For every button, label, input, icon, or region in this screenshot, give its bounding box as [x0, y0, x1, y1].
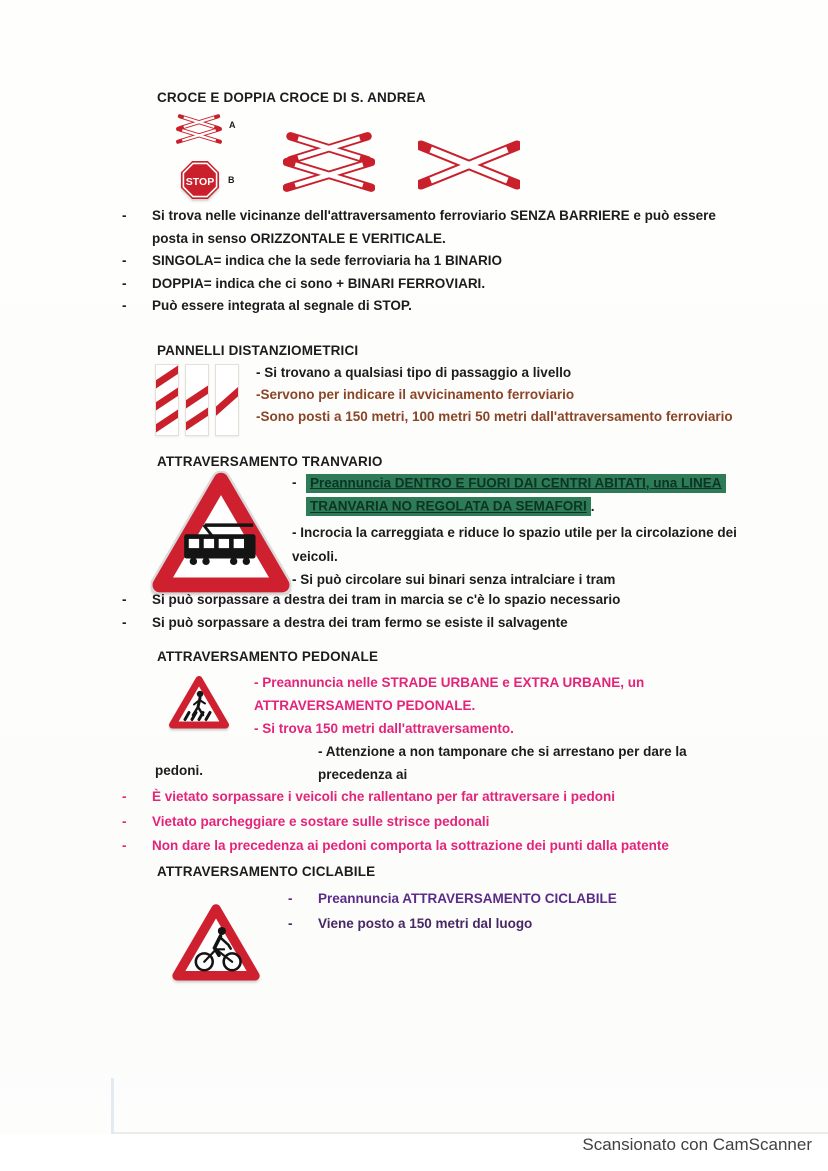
page-edge-shadow — [112, 1132, 828, 1134]
note-line: - Si può sorpassare a destra dei tram fermo se esiste il salvagente — [152, 615, 568, 630]
list-item — [122, 205, 750, 250]
camscanner-footer: Scansionato con CamScanner — [582, 1135, 812, 1154]
note-line: - Può essere integrata al segnale di STOP. — [152, 298, 412, 313]
pannelli-notes — [256, 362, 801, 428]
highlight-line: TRANVARIA NO REGOLATA DA SEMAFORI — [306, 497, 591, 516]
tranvario-notes — [292, 471, 737, 592]
double-cross-sign-icon — [283, 131, 375, 193]
highlight-line: Preannuncia DENTRO E FUORI DAI CENTRI ABITATI, una LINEA — [306, 474, 726, 493]
note-line: pedoni. — [155, 763, 203, 778]
ciclabile-list — [288, 886, 708, 936]
note-line: -Sono posti a 150 metri, 100 metri 50 metri dall'attraversamento ferroviario — [256, 409, 733, 424]
pedonale-list — [122, 785, 782, 859]
section-title-pannelli: PANNELLI DISTANZIOMETRICI — [157, 343, 359, 358]
small-double-cross-sign-icon — [176, 114, 222, 144]
note-line: - Viene posto a 150 metri dal luogo — [318, 916, 533, 931]
list-item — [122, 785, 782, 810]
note-line: - Si trova 150 metri dall'attraversamento. — [254, 721, 514, 736]
section-title-ciclabile: ATTRAVERSAMENTO CICLABILE — [157, 864, 376, 879]
distance-panels — [155, 364, 239, 436]
note-line: - Preannuncia nelle STRADE URBANE e EXTRA URBANE, un — [254, 675, 645, 690]
distance-panel-3-stripes-icon — [155, 364, 179, 436]
list-item — [288, 886, 708, 911]
note-line: veicoli. — [292, 548, 338, 564]
note-line: - È vietato sorpassare i veicoli che rallentano per far attraversare i pedoni — [152, 789, 615, 804]
pedestrian-warning-sign-icon — [169, 674, 229, 730]
list-item — [122, 611, 762, 634]
note-line: - Si trova nelle vicinanze dell'attraversamento ferroviario SENZA BARRIERE e può essere posta in senso ORIZZONTALE E VERITICALE. — [152, 208, 716, 246]
list-item — [122, 834, 782, 859]
single-cross-sign-icon — [418, 140, 520, 190]
stop-sign-text: STOP — [185, 175, 215, 188]
dash: - — [292, 475, 297, 490]
list-item — [122, 810, 782, 835]
note-line: - Si può sorpassare a destra dei tram in marcia se c'è lo spazio necessario — [152, 592, 621, 607]
sign-label-a: A — [229, 120, 236, 130]
note-line: - Attenzione a non tamponare che si arrestano per dare la precedenza ai — [318, 744, 687, 782]
note-line: - Preannuncia ATTRAVERSAMENTO CICLABILE — [318, 891, 617, 906]
section-title-pedonale: ATTRAVERSAMENTO PEDONALE — [157, 649, 379, 664]
note-line: -Servono per indicare il avvicinamento ferroviario — [256, 387, 575, 402]
note-line: - DOPPIA= indica che ci sono + BINARI FERROVIARI. — [152, 275, 486, 291]
pedonale-notes — [254, 671, 749, 786]
note-line: - Si può circolare sui binari senza intralciare i tram — [292, 572, 616, 587]
distance-panel-1-stripe-icon — [215, 364, 239, 436]
croce-notes-list — [122, 205, 750, 318]
period: . — [590, 498, 595, 514]
note-line: ATTRAVERSAMENTO PEDONALE. — [254, 698, 476, 713]
note-line: - Non dare la precedenza ai pedoni comporta la sottrazione dei punti dalla patente — [152, 838, 669, 853]
tranvario-list — [122, 588, 762, 634]
note-line — [292, 471, 737, 518]
page-edge-shadow-left — [111, 1078, 114, 1134]
list-item — [122, 273, 750, 296]
note-line: - SINGOLA= indica che la sede ferroviaria ha 1 BINARIO — [152, 253, 502, 268]
list-item — [122, 588, 762, 611]
list-item — [288, 911, 708, 936]
section-title-croce: CROCE E DOPPIA CROCE DI S. ANDREA — [157, 90, 426, 105]
distance-panel-2-stripes-icon — [185, 364, 209, 436]
tram-warning-sign-icon — [151, 471, 291, 593]
cyclist-warning-sign-icon — [172, 901, 260, 983]
list-item — [122, 250, 750, 273]
note-line: - Vietato parcheggiare e sostare sulle strisce pedonali — [152, 813, 490, 829]
note-line: - Si trovano a qualsiasi tipo di passaggio a livello — [256, 365, 572, 380]
section-title-tranvario: ATTRAVERSAMENTO TRANVARIO — [157, 454, 383, 469]
note-line: - Incrocia la carreggiata e riduce lo spazio utile per la circolazione dei — [292, 525, 737, 540]
list-item — [122, 295, 750, 318]
stop-sign-icon — [180, 160, 220, 200]
sign-label-b: B — [228, 175, 235, 185]
